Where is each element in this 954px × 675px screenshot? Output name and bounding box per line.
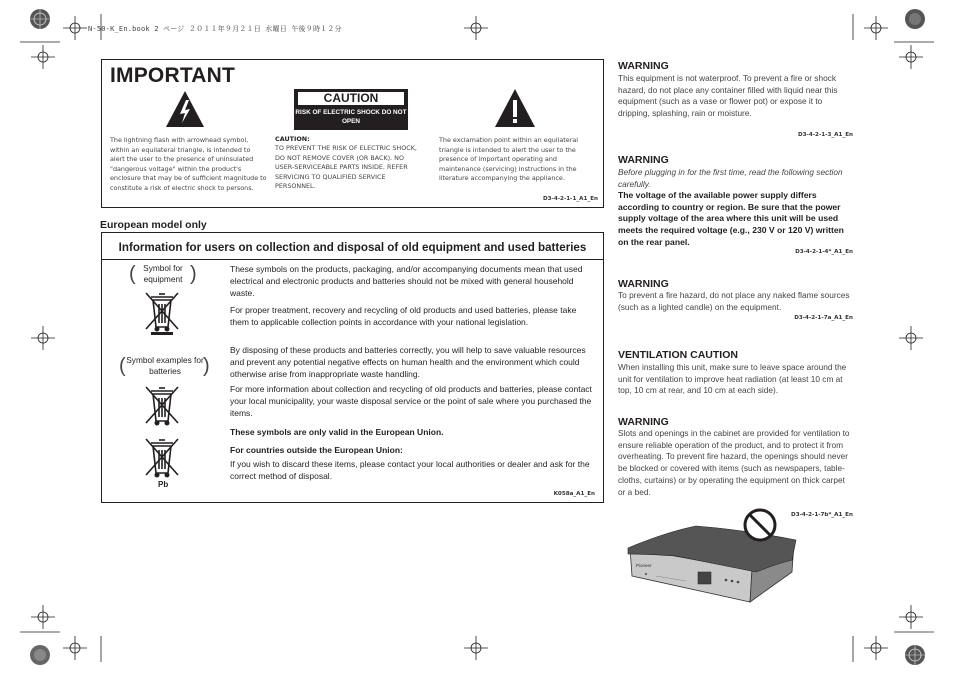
disposal-paragraph: For more information about collection and recycling of old products and batteries, please contact your local municipality, your waste disposal service or the point of sale where you purchased the items. bbox=[230, 384, 592, 418]
exclamation-description: The exclamation point within an equilateral triangle is intended to alert the user to the presence of important operating and maintenance (servicing) instructions in the literature accompanying the appliance. bbox=[439, 136, 579, 183]
prohibition-icon bbox=[745, 510, 775, 540]
warning3-heading: WARNING bbox=[618, 278, 669, 290]
caution-sublabel: RISK OF ELECTRIC SHOCK DO NOT OPEN bbox=[295, 109, 407, 125]
warning2-heading: WARNING bbox=[618, 154, 669, 166]
divider bbox=[102, 259, 603, 260]
crosshair-mark-left-lower bbox=[31, 605, 55, 629]
crosshair-mark-right-upper bbox=[899, 45, 923, 69]
disposal-code: K058a_A1_En bbox=[553, 491, 595, 497]
pb-label: Pb bbox=[158, 480, 169, 489]
ventilation-heading: VENTILATION CAUTION bbox=[618, 349, 738, 361]
warning2-code: D3-4-2-1-4*_A1_En bbox=[795, 249, 853, 255]
crossed-bin-battery-icon bbox=[142, 385, 182, 429]
disposal-eu-note: These symbols are only valid in the European Union. bbox=[230, 427, 444, 437]
disposal-paragraph: These symbols on the products, packaging, and/or accompanying documents mean that used electrical and electronic products and batteries should not be mixed with general household waste. bbox=[230, 264, 583, 298]
caution-label: CAUTION bbox=[298, 92, 404, 105]
warning4-text: Slots and openings in the cabinet are provided for ventilation to ensure reliable operation of the product, and to protect it from overheating. To prevent fire hazard, the openings should never be blocked or covered with items (such as newspapers, table-cloths, curtains) or by operating the equipment on thick carpet or a bed. bbox=[618, 428, 850, 497]
disposal-paragraph: By disposing of these products and batteries correctly, you will help to save valuable resources and prevent any potential negative effects on human health and the environment which could otherwise arise from inappropriate waste handling. bbox=[230, 345, 586, 379]
crossed-bin-battery-pb-icon bbox=[142, 437, 182, 481]
disposal-paragraph: For proper treatment, recovery and recycling of old products and used batteries, please take them to applicable collection points in accordance with your national legislation. bbox=[230, 305, 577, 327]
bracket-left-icon: ( bbox=[129, 263, 136, 285]
crosshair-mark-left-upper bbox=[31, 45, 55, 69]
caution-description: TO PREVENT THE RISK OF ELECTRIC SHOCK, DO NOT REMOVE COVER (OR BACK). NO USER-SERVICEABLE PARTS INSIDE. REFER SERVICING TO QUALIFIED SERVICE PERSONNEL. bbox=[275, 144, 417, 191]
covered-device-illustration bbox=[626, 504, 802, 608]
crosshair-mark-left-middle bbox=[31, 326, 55, 350]
warning1-heading: WARNING bbox=[618, 60, 669, 72]
lightning-description: The lightning flash with arrowhead symbol, within an equilateral triangle, is intended to alert the user to the presence of uninsulated "dangerous voltage" within the product's enclosure that may be of sufficient magnitude to constitute a risk of electric shock to persons. bbox=[110, 136, 267, 192]
warning2-bold-text: The voltage of the available power supply differs according to country or region. Be sure that the power supply voltage of the area where this unit will be used meets the required voltage (e.g., 230 V or 120 V) written on the rear panel. bbox=[618, 190, 844, 247]
warning4-code: D3-4-2-1-7b*_A1_En bbox=[791, 512, 853, 518]
crosshair-mark-right-lower bbox=[899, 605, 923, 629]
caution-heading: CAUTION: bbox=[275, 135, 310, 143]
color-target-bottom-left bbox=[30, 645, 50, 665]
warning3-text: To prevent a fire hazard, do not place any naked flame sources (such as a lighted candle) on the equipment. bbox=[618, 290, 850, 312]
color-target-top-left bbox=[30, 9, 50, 29]
disposal-title: Information for users on collection and disposal of old equipment and used batteries bbox=[118, 241, 587, 254]
disposal-outside-eu-heading: For countries outside the European Union: bbox=[230, 445, 403, 455]
symbol-examples-batteries-label: Symbol examples for batteries bbox=[126, 355, 204, 376]
crosshair-mark-right-middle bbox=[899, 326, 923, 350]
lightning-warning-icon bbox=[165, 90, 205, 128]
color-target-top-right bbox=[905, 9, 925, 29]
warning4-heading: WARNING bbox=[618, 416, 669, 428]
crosshair-mark-top-right bbox=[864, 16, 888, 40]
warning1-code: D3-4-2-1-3_A1_En bbox=[797, 132, 853, 138]
caution-label-box bbox=[294, 89, 408, 130]
crossed-bin-equipment-icon bbox=[142, 291, 182, 335]
important-title: IMPORTANT bbox=[110, 64, 236, 87]
warning3-code: D3-4-2-1-7a_A1_En bbox=[794, 315, 853, 321]
crosshair-mark-top-center bbox=[464, 16, 488, 40]
disposal-info-box bbox=[101, 232, 604, 503]
crosshair-mark-bottom-left bbox=[63, 636, 87, 660]
device-brand-label: Pioneer bbox=[636, 563, 652, 568]
bracket-right-icon: ) bbox=[190, 263, 197, 285]
warning1-text: This equipment is not waterproof. To prevent a fire or shock hazard, do not place any container filled with liquid near this equipment (such as a vase or flower pot) or expose it to dripping, splashing, rain or moisture. bbox=[618, 73, 838, 119]
european-model-heading: European model only bbox=[100, 219, 207, 231]
ventilation-text: When installing this unit, make sure to leave space around the unit for ventilation to improve heat radiation (at least 10 cm at top, 10 cm at rear, and 10 cm at each side). bbox=[618, 362, 847, 396]
symbol-for-equipment-label: Symbol for equipment bbox=[143, 263, 183, 284]
disposal-paragraph: If you wish to discard these items, please contact your local authorities or dealer and ask for the correct method of disposal. bbox=[230, 459, 590, 481]
print-header-line: N-50-K_En.book 2 ページ ２０１１年９月２１日 水曜日 午後９時１２分 bbox=[88, 25, 342, 33]
color-target-bottom-right bbox=[905, 645, 925, 665]
exclamation-warning-icon bbox=[494, 88, 536, 128]
crosshair-mark-bottom-center bbox=[464, 636, 488, 660]
bracket-right-icon: ) bbox=[203, 355, 210, 377]
important-box bbox=[101, 59, 604, 208]
warning2-italic-text: Before plugging in for the first time, read the following section carefully. bbox=[618, 167, 843, 189]
bracket-left-icon: ( bbox=[119, 355, 126, 377]
important-code: D3-4-2-1-1_A1_En bbox=[542, 196, 598, 202]
crosshair-mark-top-left bbox=[63, 16, 87, 40]
crosshair-mark-bottom-right bbox=[864, 636, 888, 660]
